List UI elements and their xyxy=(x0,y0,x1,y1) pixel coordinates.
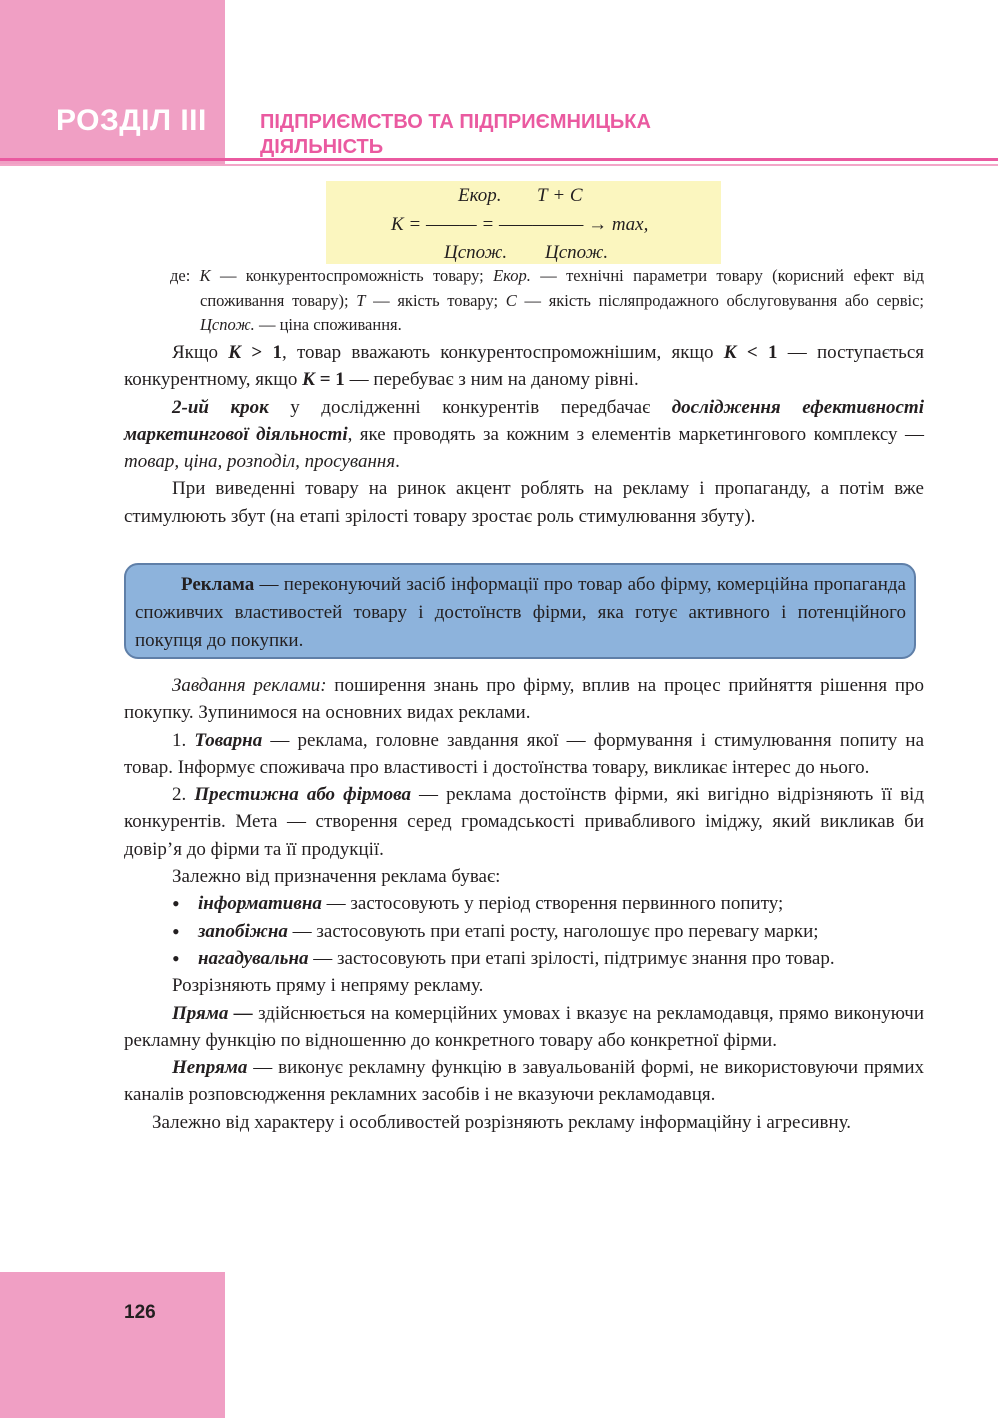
definition-box-advertising xyxy=(124,563,916,659)
formula-numerator-1: Екор. xyxy=(458,185,502,206)
symbol-k: К xyxy=(199,266,211,285)
competitiveness-formula xyxy=(326,181,721,264)
definition-term: Реклама xyxy=(181,574,255,595)
paragraph-step-2: 2-ий крок у дослідженні конкурентів передбачає дослідження ефективності маркетингової діяльності, яке проводять за кожним з елементів маркетингового комплексу — товар, ціна, розподіл, просування. xyxy=(124,396,924,473)
symbol-cspozh: Цспож. xyxy=(200,315,255,334)
page-number-band xyxy=(0,1272,225,1418)
paragraph-tasks: Завдання реклами: поширення знань про фірму, вплив на процес прийняття рішення про покупку. Зупинимося на основних видах реклами. xyxy=(124,675,925,724)
formula-main-line: К = ——— = ————— → max, xyxy=(391,214,649,235)
definition-text: — переконуючий засіб інформації про товар або фірму, комерційна пропаганда споживчих властивостей товару і достоїнств фірми, яка готує активного і потенційного покупця до покупки. xyxy=(135,574,906,651)
symbol-t: Т xyxy=(356,290,366,310)
paragraph-market-entry: При виведенні товару на ринок акцент роблять на рекламу і пропаганду, а потім вже стимулюють збут (на етапі зрілості товару зростає роль стимулювання збуту). xyxy=(124,478,924,527)
symbol-ekor: Екор. xyxy=(493,266,531,285)
paragraph-type-2: 2. Престижна або фірмова — реклама достоїнств фірми, які вигідно відрізняють її від конкурентів. Мета — створення серед громадськості привабливого іміджу, який викликав би довір’я до фірми та її продукції. xyxy=(124,784,924,860)
body-top xyxy=(124,339,924,530)
list-item: • нагадувальна — застосовують при етапі зрілості, підтримує знання про товар. xyxy=(172,945,924,972)
def-k: — конкурентоспроможність товару; xyxy=(210,266,494,285)
formula-numerator-2: Т + С xyxy=(537,185,583,206)
formula-denominator-1: Цспож. xyxy=(444,242,508,263)
formula-denominator-2: Цспож. xyxy=(545,242,609,263)
def-cspozh: — ціна споживання. xyxy=(254,315,402,334)
paragraph-direct: Пряма — здійснюється на комерційних умовах і вказує на рекламодавця, прямо виконуючи рекламну функцію по відношенню до конкретного товару або конкретної фірми. xyxy=(124,1002,924,1051)
header-rule xyxy=(0,158,998,161)
formula-legend: де: К — конкурентоспроможність товару; Екор. — технічні параметри товару (корисний ефект від споживання товару); Т — якість товару; С — якість післяпродажного обслуговування або сервіс; Цспож. — ціна споживання. xyxy=(170,266,924,334)
paragraph-direct-intro: Розрізняють пряму і непряму рекламу. xyxy=(172,975,484,997)
paragraph-k-values: Якщо К > 1, товар вважають конкурентоспроможнішим, якщо К < 1 — поступається конкурентному, якщо К = 1 — перебуває з ним на даному рівні. xyxy=(124,342,924,391)
page-number: 126 xyxy=(124,1302,156,1323)
list-item: • інформативна — застосовують у період створення первинного попиту; xyxy=(172,890,924,917)
list-item: • запобіжна — застосовують при етапі росту, наголошує про перевагу марки; xyxy=(172,918,924,945)
body-bottom xyxy=(124,672,924,1136)
chapter-title-line2: ДІЯЛЬНІСТЬ xyxy=(260,136,384,158)
header-rule-light xyxy=(0,164,998,166)
def-ekor: — технічні параметри товару (корисний ефект від споживання товару); xyxy=(200,266,924,310)
paragraph-last: Залежно від характеру і особливостей розрізняють рекламу інформаційну і агресивну. xyxy=(152,1111,852,1133)
def-c: — якість післяпродажного обслуговування або сервіс; xyxy=(516,290,924,310)
def-t: — якість товару; xyxy=(365,290,506,310)
symbol-c: С xyxy=(505,290,517,310)
paragraph-type-1: 1. Товарна — реклама, головне завдання якої — формування і стимулювання попиту на товар. Інформує споживача про властивості і достоїнства товару, викликає інтерес до нього. xyxy=(124,729,925,778)
section-label: РОЗДІЛ ІІІ xyxy=(56,104,207,137)
paragraph-indirect: Непряма — виконує рекламну функцію в завуальованій формі, не використовуючи прямих каналів розповсюдження рекламних засобів і не вказуючи рекламодавця. xyxy=(124,1057,924,1106)
section-color-band xyxy=(0,0,225,165)
chapter-title xyxy=(260,110,651,160)
paragraph-purpose-intro: Залежно від призначення реклама буває: xyxy=(172,866,501,888)
chapter-title-line1: ПІДПРИЄМСТВО ТА ПІДПРИЄМНИЦЬКА xyxy=(260,111,651,133)
